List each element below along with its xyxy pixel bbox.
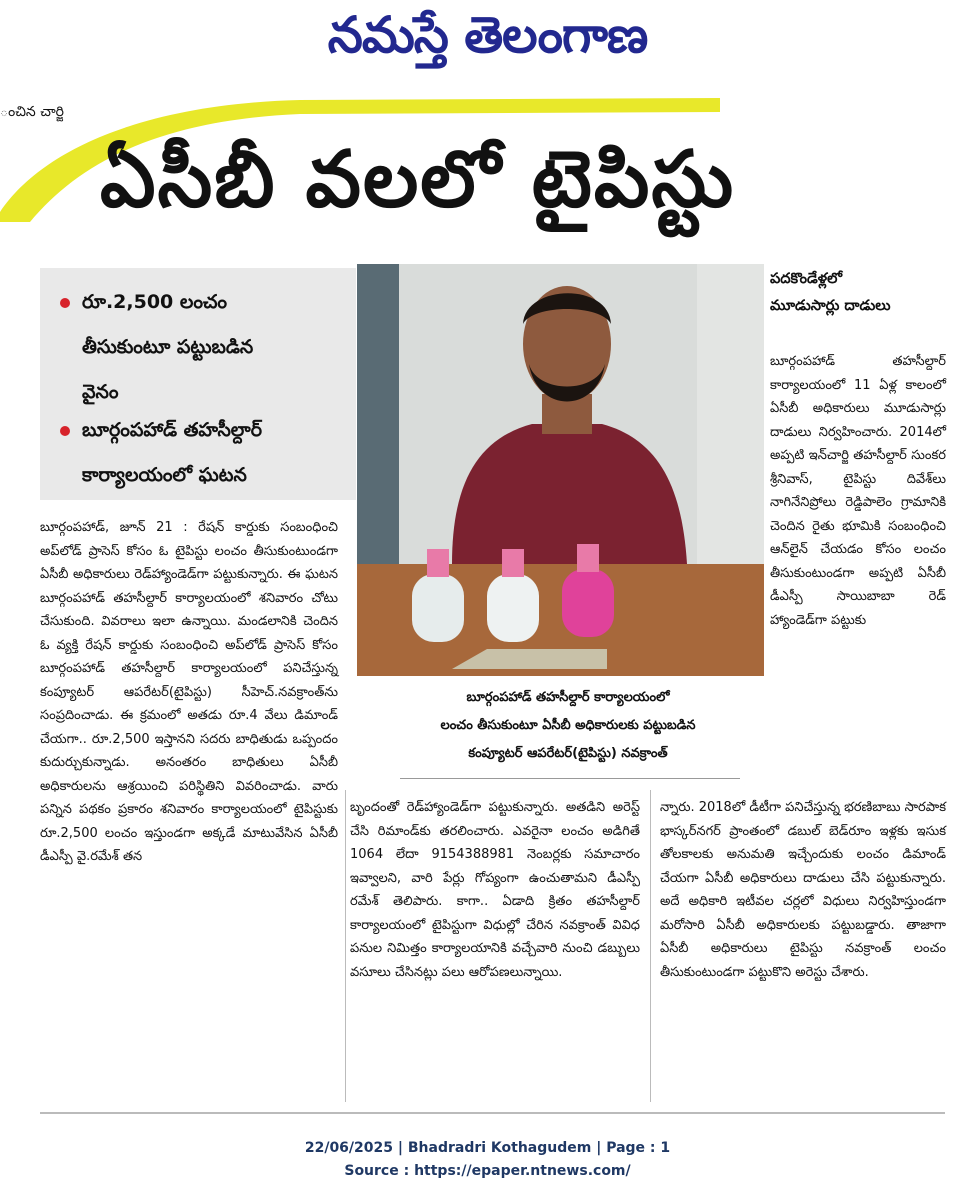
previous-article-fragment: ంచిన చార్జి — [0, 104, 64, 120]
caption-line: కంప్యూటర్ ఆపరేటర్(టైపిస్టు) నవక్రాంత్ — [468, 746, 668, 761]
highlight-item — [82, 408, 352, 498]
article-column-1 — [40, 516, 338, 869]
caption-line: లంచం తీసుకుంటూ ఏసీబీ అధికారులకు పట్టుబడిన — [440, 718, 696, 733]
sidebar-text: బూర్గంపహాడ్ తహసీల్దార్ కార్యాలయంలో 11 ఏళ్ల కాలంలో ఏసీబీ అధికారులు మూడుసార్లు దాడులు నిర్వహించారు. 2014లో అప్పటి ఇన్‌చార్జి తహసీల్దార్ సుంకర శ్రీనివాస్, టైపిస్టు దివేశ్‌లు నాగినేనిప్రోలు రెడ్డిపాలెం గ్రామానికి చెందిన రైతు భూమికి సంబంధించి ఆన్‌లైన్ చేయడం కోసం లంచం తీసుకుంటుండగా అప్పటి ఏసీబీ డీఎస్పీ సాయిబాబా రెడ్ హ్యాండెడ్‌గా పట్టుకు — [770, 354, 946, 628]
sidebar-column — [770, 350, 946, 632]
article-text: బూర్గంపహాడ్, జూన్ 21 : రేషన్ కార్డుకు సంబంధించి అప్‌లోడ్ ప్రాసెస్ కోసం ఓ టైపిస్టు లంచం తీసుకుంటుండగా ఏసీబీ అధికారులు రెడ్‌హ్యాండెడ్‌గా పట్టుకున్నారు. ఈ ఘటన బూర్గంపహాడ్ తహసీల్దార్ కార్యాలయంలో శనివారం చోటు చేసుకుంది. వివరాలు ఇలా ఉన్నాయి. మండలానికి చెందిన ఓ వ్యక్తి రేషన్ కార్డుకు సంబంధించి అప్‌లోడ్ ప్రాసెస్ కోసం బూర్గంపహాడ్ తహసీల్దార్ కార్యాలయంలో పనిచేస్తున్న కంప్యూటర్ ఆపరేటర్(టైపిస్టు) సీహెచ్.నవక్రాంత్‌ను సంప్రదించాడు. ఈ క్రమంలో అతడు రూ.4 వేలు డిమాండ్ చేయగా.. రూ.2,500 ఇస్తానని సదరు బాధితుడు ఒప్పందం కుదుర్చుకున్నాడు. అనంతరం బాధితులు ఏసీబీ అధికారులను ఆశ్రయించి పరిస్థితిని వివరించాడు. వారు పన్నిన పథకం ప్రకారం శనివారం కార్యాలయంలో టైపిస్టుకు రూ.2,500 లంచం ఇస్తుండగా అక్కడే మాటువేసిన ఏసీబీ డీఎస్పీ వై.రమేశ్ తన — [40, 520, 338, 864]
highlights-box — [40, 268, 356, 500]
highlight-line: రూ.2,500 లంచం — [82, 291, 228, 313]
article-column-2 — [350, 796, 640, 984]
photo-illustration — [357, 264, 764, 676]
masthead — [0, 0, 975, 80]
sidebar-heading: పదకొండేళ్లలో మూడుసార్లు దాడులు — [770, 271, 891, 314]
bullet-icon — [60, 426, 70, 436]
highlight-line: బూర్గంపహాడ్ తహసీల్దార్ — [82, 419, 262, 441]
caption-line: బూర్గంపహాడ్ తహసీల్దార్ కార్యాలయంలో — [466, 690, 670, 705]
footer-source[interactable]: Source : https://epaper.ntnews.com/ — [344, 1163, 631, 1179]
highlight-line: వైనం — [82, 381, 119, 403]
masthead-title: నమస్తే తెలంగాణ — [327, 6, 648, 64]
article-text: న్నారు. 2018లో డీటీగా పనిచేస్తున్న భరణిబాబు సారపాక భాస్కర్‌నగర్ ప్రాంతంలో డబుల్ బెడ్‌రూం ఇళ్లకు ఇసుక తోలకాలకు అనుమతి ఇచ్చేందుకు లంచం డిమాండ్ చేయగా ఏసీబీ అధికారులు దాడులు చేసి పట్టుకున్నారు. అదే అధికారి ఇటీవల చర్లలో విధులు నిర్వహిస్తుండగా మరోసారి ఏసీబీ అధికారులకు పట్టుబడ్డారు. తాజాగా ఏసీబీ అధికారులు టైపిస్టు నవక్రాంత్ లంచం తీసుకుంటుండగా పట్టుకొని అరెస్టు చేశారు. — [660, 800, 946, 980]
caption-divider — [400, 778, 740, 779]
bullet-icon — [60, 298, 70, 308]
highlight-line: తీసుకుంటూ పట్టుబడిన — [82, 336, 254, 358]
column-divider — [650, 790, 651, 1102]
article-column-3 — [660, 796, 946, 984]
article-text: బృందంతో రెడ్‌హ్యాండెడ్‌గా పట్టుకున్నారు. అతడిని అరెస్ట్ చేసి రిమాండ్‌కు తరలించారు. ఎవరైనా లంచం అడిగితే 1064 లేదా 9154388981 నెంబర్లకు సమాచారం ఇవ్వాలని, వారి పేర్లు గోప్యంగా ఉంచుతామని డీఎస్పీ రమేశ్ తెలిపారు. కాగా.. ఏడాది క్రితం తహసీల్దార్ కార్యాలయంలో టైపిస్టుగా విధుల్లో చేరిన నవక్రాంత్ వివిధ పనుల నిమిత్తం కార్యాలయానికి వచ్చేవారి నుంచి డబ్బులు వసూలు చేసినట్లు పలు ఆరోపణలున్నాయి. — [350, 800, 640, 980]
photo-caption — [376, 684, 760, 768]
footer-date-edition: 22/06/2025 | Bhadradri Kothagudem | Page : 1 — [304, 1140, 671, 1156]
highlight-line: కార్యాలయంలో ఘటన — [82, 464, 247, 486]
highlight-item — [82, 280, 352, 415]
column-divider — [345, 790, 346, 1102]
headline: ఏసీబీ వలలో టైపిస్టు — [100, 135, 736, 225]
page-rule — [40, 1112, 945, 1114]
news-photo — [357, 264, 764, 676]
